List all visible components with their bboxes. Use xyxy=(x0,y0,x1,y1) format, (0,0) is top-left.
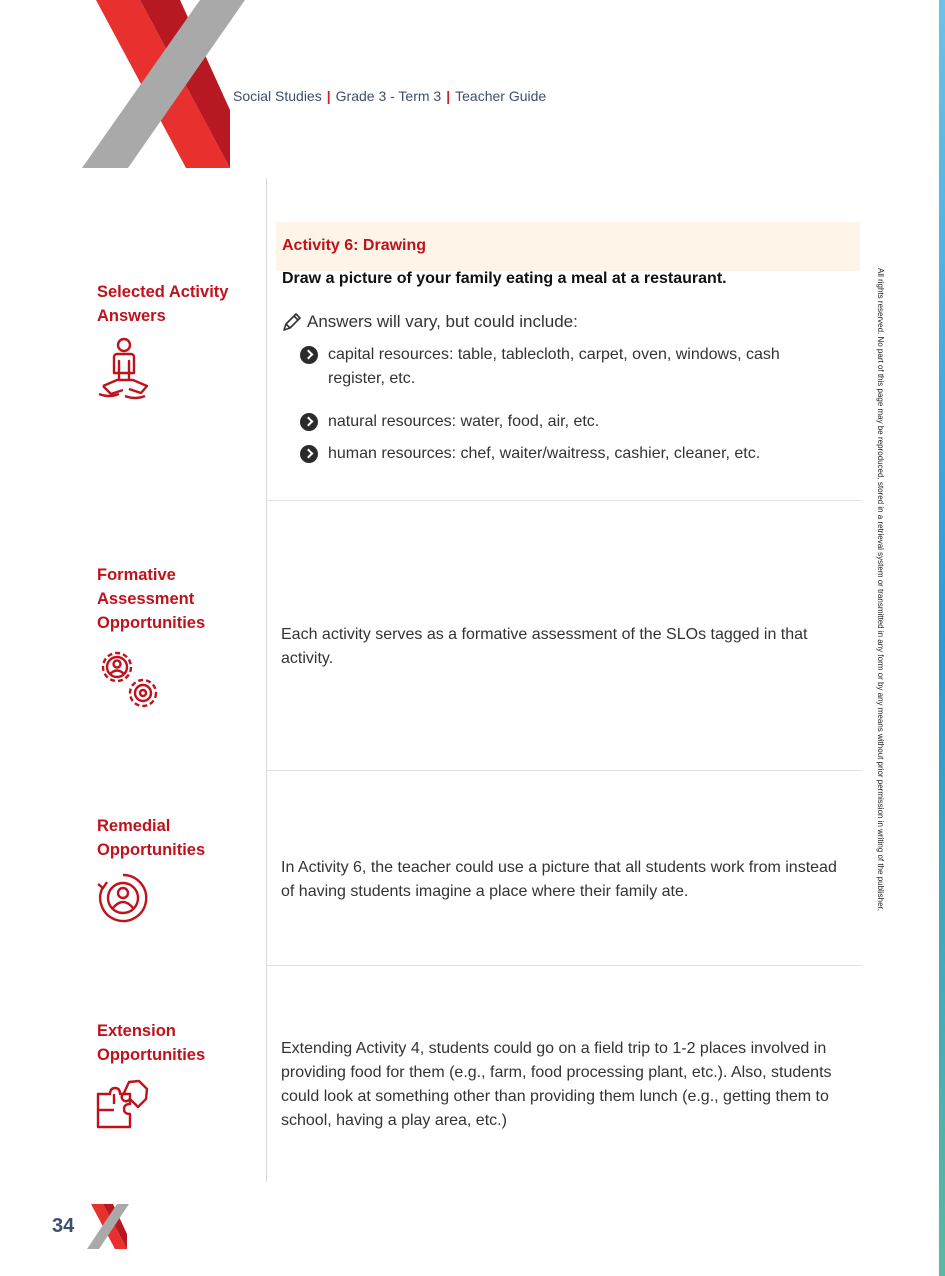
answers-intro xyxy=(281,311,578,333)
section-title-extension: Extension Opportunities xyxy=(97,1022,206,1064)
header-breadcrumb: Social Studies | Grade 3 - Term 3 | Teacher Guide xyxy=(233,88,547,104)
formative-text: Each activity serves as a formative assessment of the SLOs tagged in that activity. xyxy=(281,626,808,667)
section-title-formative: Formative Assessment Opportunities xyxy=(97,566,206,632)
row-divider xyxy=(266,770,862,771)
section-title-selected: Selected Activity Answers xyxy=(97,283,229,325)
header-grade: Grade 3 - Term 3 xyxy=(335,88,442,104)
activity-prompt: Draw a picture of your family eating a meal at a restaurant. xyxy=(282,270,727,287)
pencil-icon xyxy=(281,311,303,333)
section-title-remedial: Remedial Opportunities xyxy=(97,817,206,859)
publisher-logo xyxy=(80,0,250,168)
column-divider xyxy=(266,178,267,1182)
remedial-text: In Activity 6, the teacher could use a picture that all students work from instead of having students imagine a place where their family ate. xyxy=(281,859,837,900)
extension-text: Extending Activity 4, students could go on a field trip to 1-2 places involved in providing food for them (e.g., farm, food processing plant, etc.). Also, students could look at something other than providing them lunch (e.g., getting them to school, having a play area, etc.) xyxy=(281,1040,832,1129)
list-item: human resources: chef, waiter/waitress, cashier, cleaner, etc. xyxy=(300,442,840,466)
list-item: capital resources: table, tablecloth, carpet, oven, windows, cash register, etc. xyxy=(300,343,840,391)
chevron-circle-icon xyxy=(300,445,318,463)
chevron-circle-icon xyxy=(300,346,318,364)
person-meditating-icon xyxy=(95,336,149,402)
person-cycle-icon xyxy=(95,870,151,926)
edge-strip xyxy=(939,0,945,1276)
rights-notice: All rights reserved. No part of this page may be reproduced, stored in a retrieval system or transmitted in any form or by any means without prior permission in writing of the publisher. xyxy=(876,268,885,911)
list-item: natural resources: water, food, air, etc. xyxy=(300,410,840,434)
gears-person-icon xyxy=(95,645,163,713)
puzzle-pieces-icon xyxy=(95,1078,151,1134)
row-divider xyxy=(266,965,862,966)
page-number: 34 xyxy=(52,1215,75,1237)
answers-intro-text: Answers will vary, but could include: xyxy=(307,312,578,331)
row-divider xyxy=(266,500,862,501)
header-subject: Social Studies xyxy=(233,88,322,104)
activity-title: Activity 6: Drawing xyxy=(282,237,427,254)
chevron-circle-icon xyxy=(300,413,318,431)
header-guide: Teacher Guide xyxy=(455,88,547,104)
footer-logo xyxy=(87,1204,129,1249)
